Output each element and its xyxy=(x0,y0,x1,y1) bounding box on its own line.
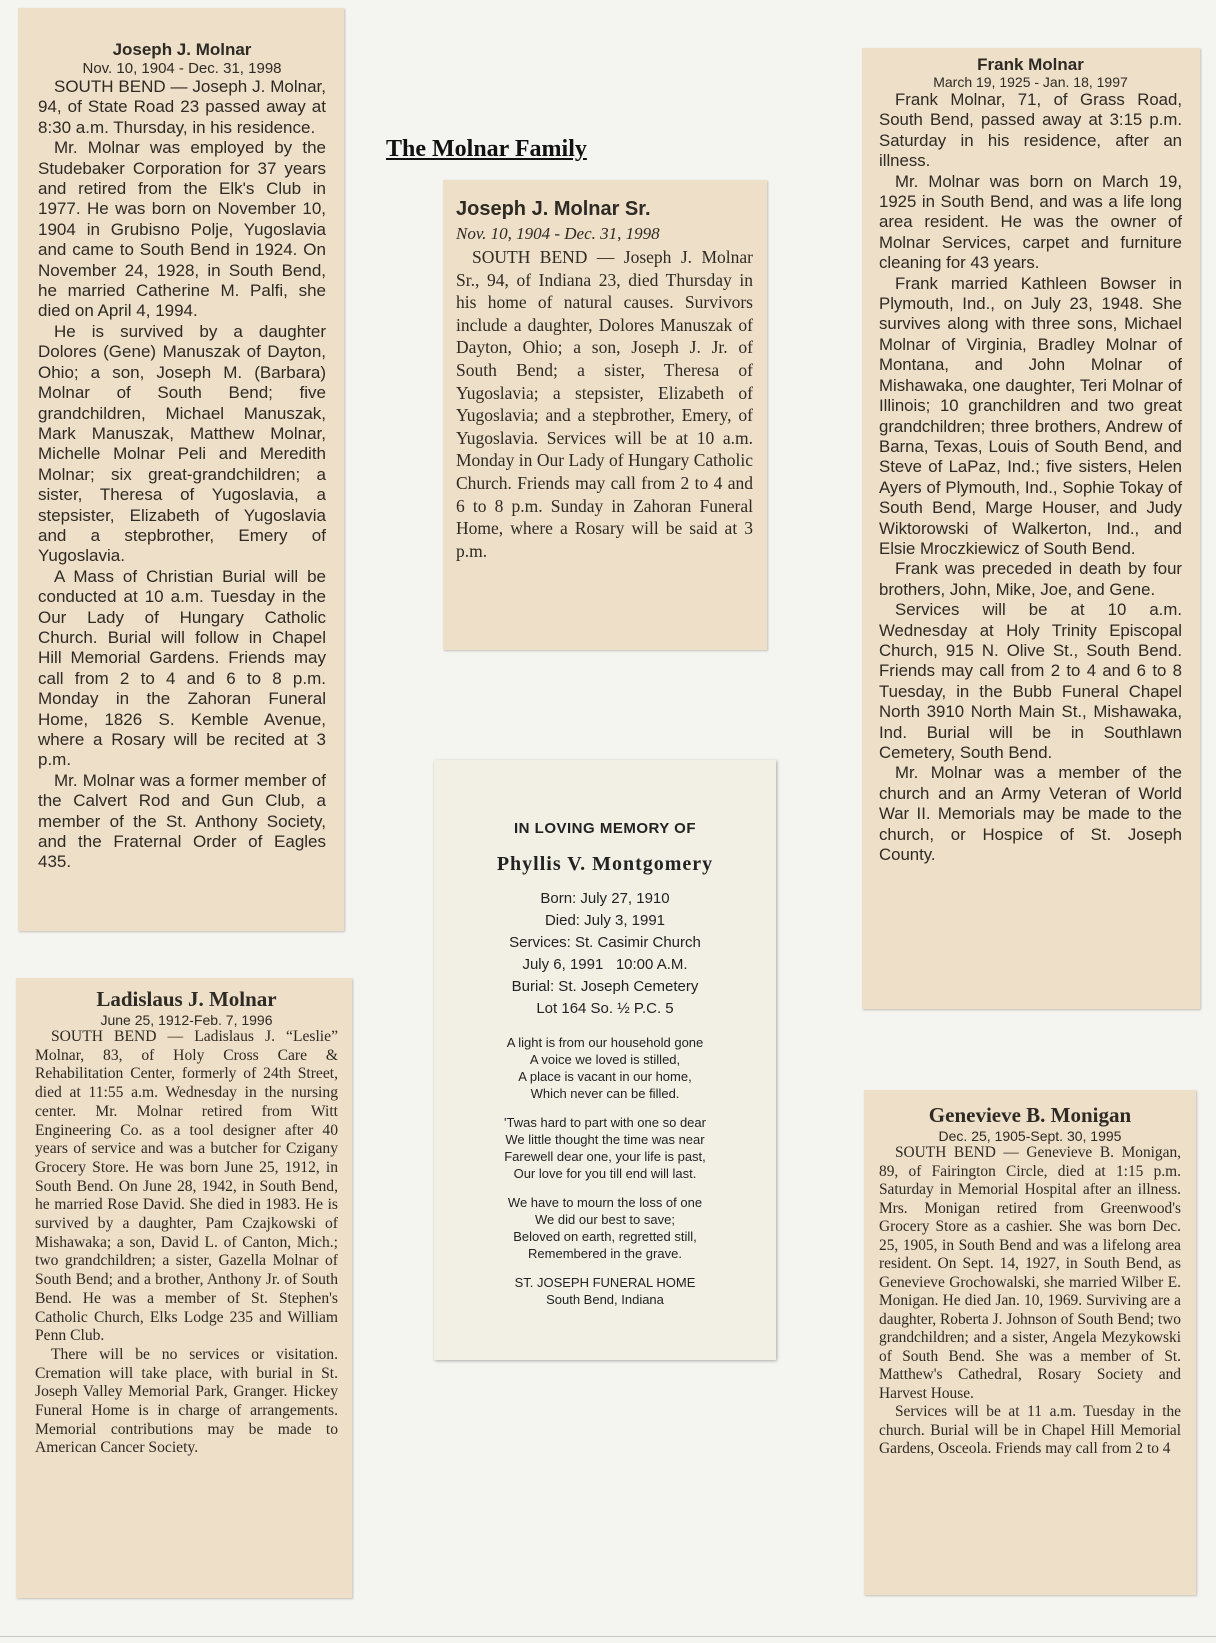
funeral-home-name: ST. JOSEPH FUNERAL HOME xyxy=(514,1275,696,1290)
memorial-name: Phyllis V. Montgomery xyxy=(496,853,714,875)
obituary-frank-molnar xyxy=(862,48,1200,1009)
verse-line: A place is vacant in our home, xyxy=(518,1069,692,1084)
memorial-born: Born: July 27, 1910 xyxy=(540,890,670,907)
obituary-paragraph: Frank Molnar, 71, of Grass Road, South Bend, passed away at 3:15 p.m. Saturday in his residence, after an illness. xyxy=(879,90,1182,171)
memorial-services: Services: St. Casimir Church xyxy=(509,934,701,951)
verse-line: Beloved on earth, regretted still, xyxy=(513,1229,697,1244)
memorial-details xyxy=(448,888,762,1020)
memorial-service-time: July 6, 1991 10:00 A.M. xyxy=(522,956,688,973)
obituary-dates: Nov. 10, 1904 - Dec. 31, 1998 xyxy=(456,224,660,243)
obituary-paragraph: Mr. Molnar was a former member of the Calvert Rod and Gun Club, a member of the St. Anthony Society, and the Fraternal Order of Eagles 435. xyxy=(38,770,326,872)
memorial-verse xyxy=(448,1034,762,1102)
obituary-paragraph: SOUTH BEND — Ladislaus J. “Leslie” Molnar, 83, of Holy Cross Care & Rehabilitation Center, formerly of 24th Street, died at 11:55 a.m. Wednesday in the nursing center. Mr. Molnar retired from Witt Engineering Co. as a tool designer after 40 years of service and was a butcher for Czigany Grocery Store. He was born June 25, 1912, in South Bend. On June 28, 1942, in South Bend, he married Rose David. She died in 1983. He is survived by a daughter, Pam Czajkowski of Mishawaka; a son, David L. of Canton, Mich.; two grandchildren; a sister, Gazella Molnar of South Bend; and a brother, Anthony Jr. of South Bend. He was a member of St. Stephen's Catholic Church, Elks Lodge 235 and William Penn Club. xyxy=(35,1028,338,1345)
obituary-genevieve-b-monigan xyxy=(864,1090,1196,1595)
obituary-paragraph: Services will be at 11 a.m. Tuesday in the church. Burial will be in Chapel Hill Memorial Gardens, Osceola. Friends may call from 2 to 4 xyxy=(879,1403,1181,1457)
obituary-dates: Dec. 25, 1905-Sept. 30, 1995 xyxy=(938,1128,1122,1144)
obituary-dates: June 25, 1912-Feb. 7, 1996 xyxy=(100,1012,273,1028)
obituary-paragraph: Mr. Molnar was a member of the church and an Army Veteran of World War II. Memorials may be made to the church, or Hospice of St. Joseph County. xyxy=(879,763,1182,865)
memorial-lot: Lot 164 So. ½ P.C. 5 xyxy=(536,1000,674,1017)
obituary-joseph-j-molnar xyxy=(18,8,344,931)
verse-line: Our love for you till end will last. xyxy=(513,1166,697,1181)
memorial-died: Died: July 3, 1991 xyxy=(544,912,666,929)
verse-line: A light is from our household gone xyxy=(506,1035,704,1050)
memorial-burial: Burial: St. Joseph Cemetery xyxy=(511,978,699,995)
obituary-paragraph: Mr. Molnar was employed by the Studebaker Corporation for 37 years and retired from the Elk's Club in 1977. He was born on November 10, 1904 in Grubisno Polje, Yugoslavia and came to South Bend in 1924. On November 24, 1928, in South Bend, he married Catherine M. Palfi, she died on April 4, 1994. xyxy=(38,138,326,321)
obituary-paragraph: SOUTH BEND — Genevieve B. Monigan, 89, of Fairington Circle, died at 1:15 p.m. Saturday in Memorial Hospital after an illness. Mrs. Monigan retired from Greenwood's Grocery Store as a cashier. She was born Dec. 25, 1905, in South Bend and was a lifelong area resident. On Sept. 14, 1927, in South Bend, as Genevieve Grochowalski, she married Wilber E. Monigan. He died Jan. 10, 1969. Surviving are a daughter, Roberta J. Johnson of South Bend; two grandchildren; and a sister, Angela Mezykowski of South Bend. She was a member of St. Matthew's Cathedral, Rosary Society and Harvest House. xyxy=(879,1144,1181,1402)
memorial-card xyxy=(434,760,776,1360)
memorial-heading: IN LOVING MEMORY OF xyxy=(513,820,696,837)
obituary-dates: Nov. 10, 1904 - Dec. 31, 1998 xyxy=(82,60,282,77)
page-heading: The Molnar Family xyxy=(386,136,587,162)
obituary-title: Frank Molnar xyxy=(977,55,1084,74)
obituary-paragraph: Mr. Molnar was born on March 19, 1925 in South Bend, and was a life long area resident. He was the owner of Molnar Services, carpet and furniture cleaning for 43 years. xyxy=(879,171,1182,273)
obituary-joseph-j-molnar-sr xyxy=(443,180,767,650)
obituary-paragraph: Frank married Kathleen Bowser in Plymouth, Ind., on July 23, 1948. She survives along with three sons, Michael Molnar of Virginia, Bradley Molnar of Montana, and John Molnar of Mishawaka, one daughter, Teri Molnar of Illinois; 10 granchildren and two great grandchildren; three brothers, Andrew of Barna, Texas, Louis of South Bend, and Steve of LaPaz, Ind.; five sisters, Helen Ayers of Plymouth, Ind., Sophie Tokay of South Bend, Marge Houser, and Judy Wiktorowski of Walkerton, Ind., and Elsie Mroczkiewicz of South Bend. xyxy=(879,273,1182,558)
memorial-verse xyxy=(448,1114,762,1182)
obituary-title: Ladislaus J. Molnar xyxy=(96,987,277,1011)
obituary-ladislaus-j-molnar xyxy=(16,978,352,1598)
verse-line: Farewell dear one, your life is past, xyxy=(504,1149,706,1164)
verse-line: A voice we loved is stilled, xyxy=(529,1052,681,1067)
verse-line: We did our best to save; xyxy=(535,1212,675,1227)
obituary-title: Joseph J. Molnar Sr. xyxy=(456,198,651,220)
obituary-paragraph: SOUTH BEND — Joseph J. Molnar Sr., 94, of Indiana 23, died Thursday in his home of natural causes. Survivors include a daughter, Dolores Manuszak of Dayton, Ohio; a son, Joseph J. Jr. of South Bend; a sister, Theresa of Yugoslavia; a stepsister, Elizabeth of Yugoslavia; and a stepbrother, Emery, of Yugoslavia. Services will be at 10 a.m. Monday in Our Lady of Hungary Catholic Church. Friends may call from 2 to 4 and 6 to 8 p.m. Sunday in Zahoran Funeral Home, where a Rosary will be said at 3 p.m. xyxy=(456,247,753,561)
scan-edge xyxy=(0,1636,1216,1637)
verse-line: We have to mourn the loss of one xyxy=(507,1195,703,1210)
verse-line: We little thought the time was near xyxy=(505,1132,705,1147)
obituary-paragraph: There will be no services or visitation. Cremation will take place, with burial in St. Joseph Valley Memorial Park, Granger. Hickey Funeral Home is in charge of arrangements. Memorial contributions may be made to American Cancer Society. xyxy=(35,1345,338,1457)
memorial-verse xyxy=(448,1194,762,1262)
verse-line: Remembered in the grave. xyxy=(528,1246,682,1261)
obituary-paragraph: He is survived by a daughter Dolores (Gene) Manuszak of Dayton, Ohio; a son, Joseph M. (Barbara) Molnar of South Bend; five grandchildren, Michael Manuszak, Mark Manuszak, Matthew Molnar, Michelle Molnar Peli and Meredith Molnar; six great-grandchildren; a sister, Theresa of Yugoslavia, a stepsister, Elizabeth of Yugoslavia and a stepbrother, Emery of Yugoslavia. xyxy=(38,321,326,566)
obituary-paragraph: Frank was preceded in death by four brothers, John, Mike, Joe, and Gene. xyxy=(879,559,1182,599)
obituary-paragraph: Services will be at 10 a.m. Wednesday at Holy Trinity Episcopal Church, 915 N. Olive St., South Bend. Friends may call from 2 to 4 and 6 to 8 Tuesday, in the Bubb Funeral Chapel North 3910 North Main St., Mishawaka, Ind. Burial will be in Southlawn Cemetery, South Bend. xyxy=(879,600,1182,762)
obituary-title: Genevieve B. Monigan xyxy=(928,1103,1132,1127)
obituary-paragraph: A Mass of Christian Burial will be conducted at 10 a.m. Tuesday in the Our Lady of Hungary Catholic Church. Burial will follow in Chapel Hill Memorial Gardens. Friends may call from 2 to 4 and 6 to 8 p.m. Monday in the Zahoran Funeral Home, 1826 S. Kemble Avenue, where a Rosary will be recited at 3 p.m. xyxy=(38,566,326,770)
obituary-paragraph: SOUTH BEND — Joseph J. Molnar, 94, of State Road 23 passed away at 8:30 a.m. Thursday, in his residence. xyxy=(38,77,326,137)
verse-line: Which never can be filled. xyxy=(530,1086,680,1101)
obituary-dates: March 19, 1925 - Jan. 18, 1997 xyxy=(933,74,1128,90)
verse-line: 'Twas hard to part with one so dear xyxy=(504,1115,706,1130)
obituary-title: Joseph J. Molnar xyxy=(112,40,252,59)
funeral-home-city: South Bend, Indiana xyxy=(546,1292,664,1307)
